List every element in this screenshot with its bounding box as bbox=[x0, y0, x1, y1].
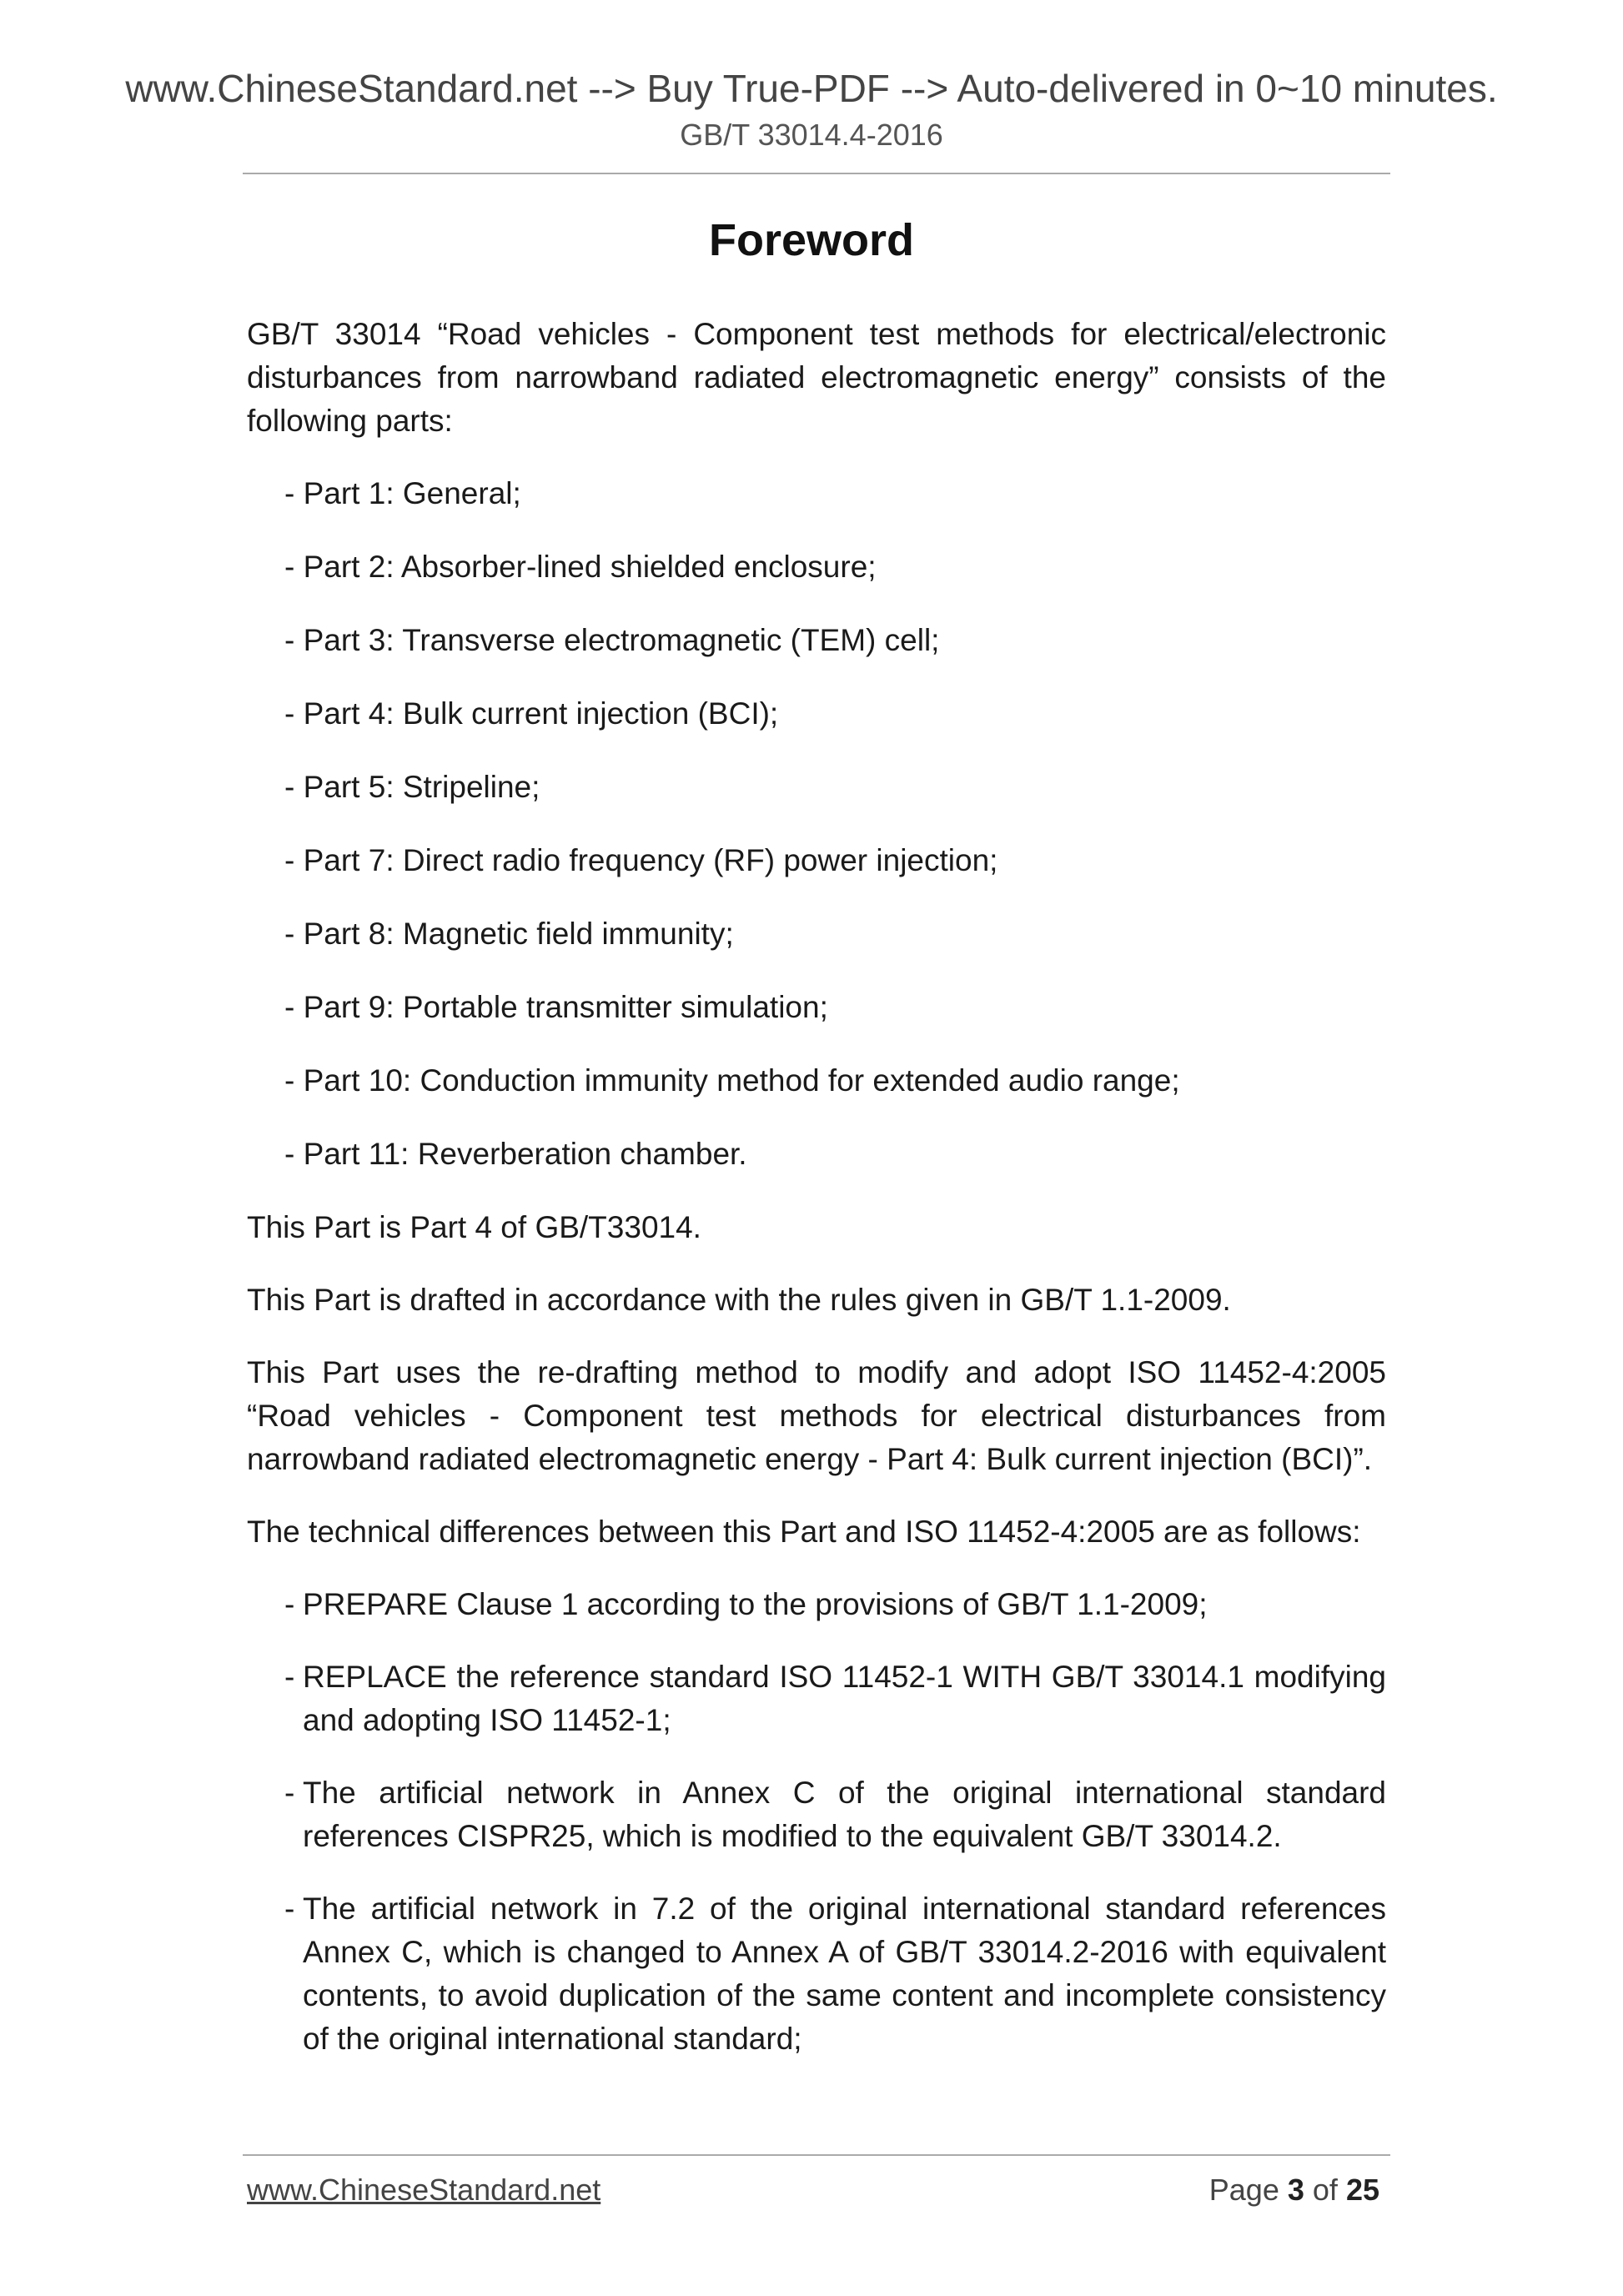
dash-marker: - bbox=[284, 1776, 295, 1810]
list-item: - Part 8: Magnetic field immunity; bbox=[284, 917, 734, 951]
dash-marker: - bbox=[284, 1587, 295, 1621]
list-item: - Part 5: Stripeline; bbox=[284, 770, 540, 804]
difference-item bbox=[247, 1887, 1386, 2061]
page-total: 25 bbox=[1345, 2173, 1379, 2207]
differences-intro: The technical differences between this Part and ISO 11452-4:2005 are as follows: bbox=[247, 1515, 1361, 1549]
drafting-statement: This Part is drafted in accordance with the rules given in GB/T 1.1-2009. bbox=[247, 1283, 1231, 1317]
header-banner: www.ChineseStandard.net --> Buy True-PDF --> Auto-delivered in 0~10 minutes. bbox=[125, 67, 1498, 110]
page-number bbox=[1209, 2172, 1379, 2208]
document-body bbox=[247, 313, 1386, 2090]
page-label: Page bbox=[1208, 2173, 1279, 2207]
intro-paragraph: GB/T 33014 “Road vehicles - Component test methods for electrical/electronic disturbances from narrowband radiated electromagnetic energy” consists of the following parts: bbox=[247, 317, 1386, 438]
list-item: - Part 10: Conduction immunity method for extended audio range; bbox=[284, 1063, 1180, 1098]
difference-item bbox=[247, 1583, 1386, 1626]
parts-list bbox=[247, 472, 1386, 1176]
difference-text: The artificial network in 7.2 of the original international standard references Annex C, which is changed to Annex A of GB/T 33014.2-2016 with equivalent contents, to avoid duplication of the same content and incomplete consistency of the original international standard; bbox=[303, 1892, 1386, 2056]
list-item: - Part 3: Transverse electromagnetic (TEM) cell; bbox=[284, 623, 940, 657]
list-item: - Part 9: Portable transmitter simulation; bbox=[284, 990, 828, 1024]
difference-text: The artificial network in Annex C of the original international standard references CISPR25, which is modified to the equivalent GB/T 33014.2. bbox=[303, 1776, 1386, 1853]
footer-divider bbox=[243, 2154, 1390, 2156]
difference-item bbox=[247, 1771, 1386, 1858]
dash-marker: - bbox=[284, 1892, 295, 1926]
standard-code: GB/T 33014.4-2016 bbox=[680, 118, 943, 152]
page-title: Foreword bbox=[708, 215, 914, 265]
footer-website-link[interactable]: www.ChineseStandard.net bbox=[247, 2173, 601, 2207]
difference-text: REPLACE the reference standard ISO 11452-1 WITH GB/T 33014.1 modifying and adopting ISO 11452-1; bbox=[303, 1660, 1386, 1737]
dash-marker: - bbox=[284, 1660, 295, 1694]
list-item: - Part 4: Bulk current injection (BCI); bbox=[284, 696, 779, 731]
difference-item bbox=[247, 1655, 1386, 1742]
list-item: - Part 1: General; bbox=[284, 476, 521, 510]
adoption-statement: This Part uses the re-drafting method to modify and adopt ISO 11452-4:2005 “Road vehicles - Component test methods for electrical disturbances from narrowband radiated electromagnetic energy - Part 4: Bulk current injection (BCI)”. bbox=[247, 1355, 1386, 1476]
list-item: - Part 7: Direct radio frequency (RF) power injection; bbox=[284, 843, 998, 877]
difference-text: PREPARE Clause 1 according to the provisions of GB/T 1.1-2009; bbox=[303, 1587, 1208, 1621]
header-divider bbox=[243, 173, 1390, 174]
list-item: - Part 11: Reverberation chamber. bbox=[284, 1137, 747, 1171]
list-item: - Part 2: Absorber-lined shielded enclosure; bbox=[284, 550, 877, 584]
page-of: of bbox=[1312, 2173, 1338, 2207]
page-current: 3 bbox=[1287, 2173, 1304, 2207]
part-statement: This Part is Part 4 of GB/T33014. bbox=[247, 1210, 701, 1244]
